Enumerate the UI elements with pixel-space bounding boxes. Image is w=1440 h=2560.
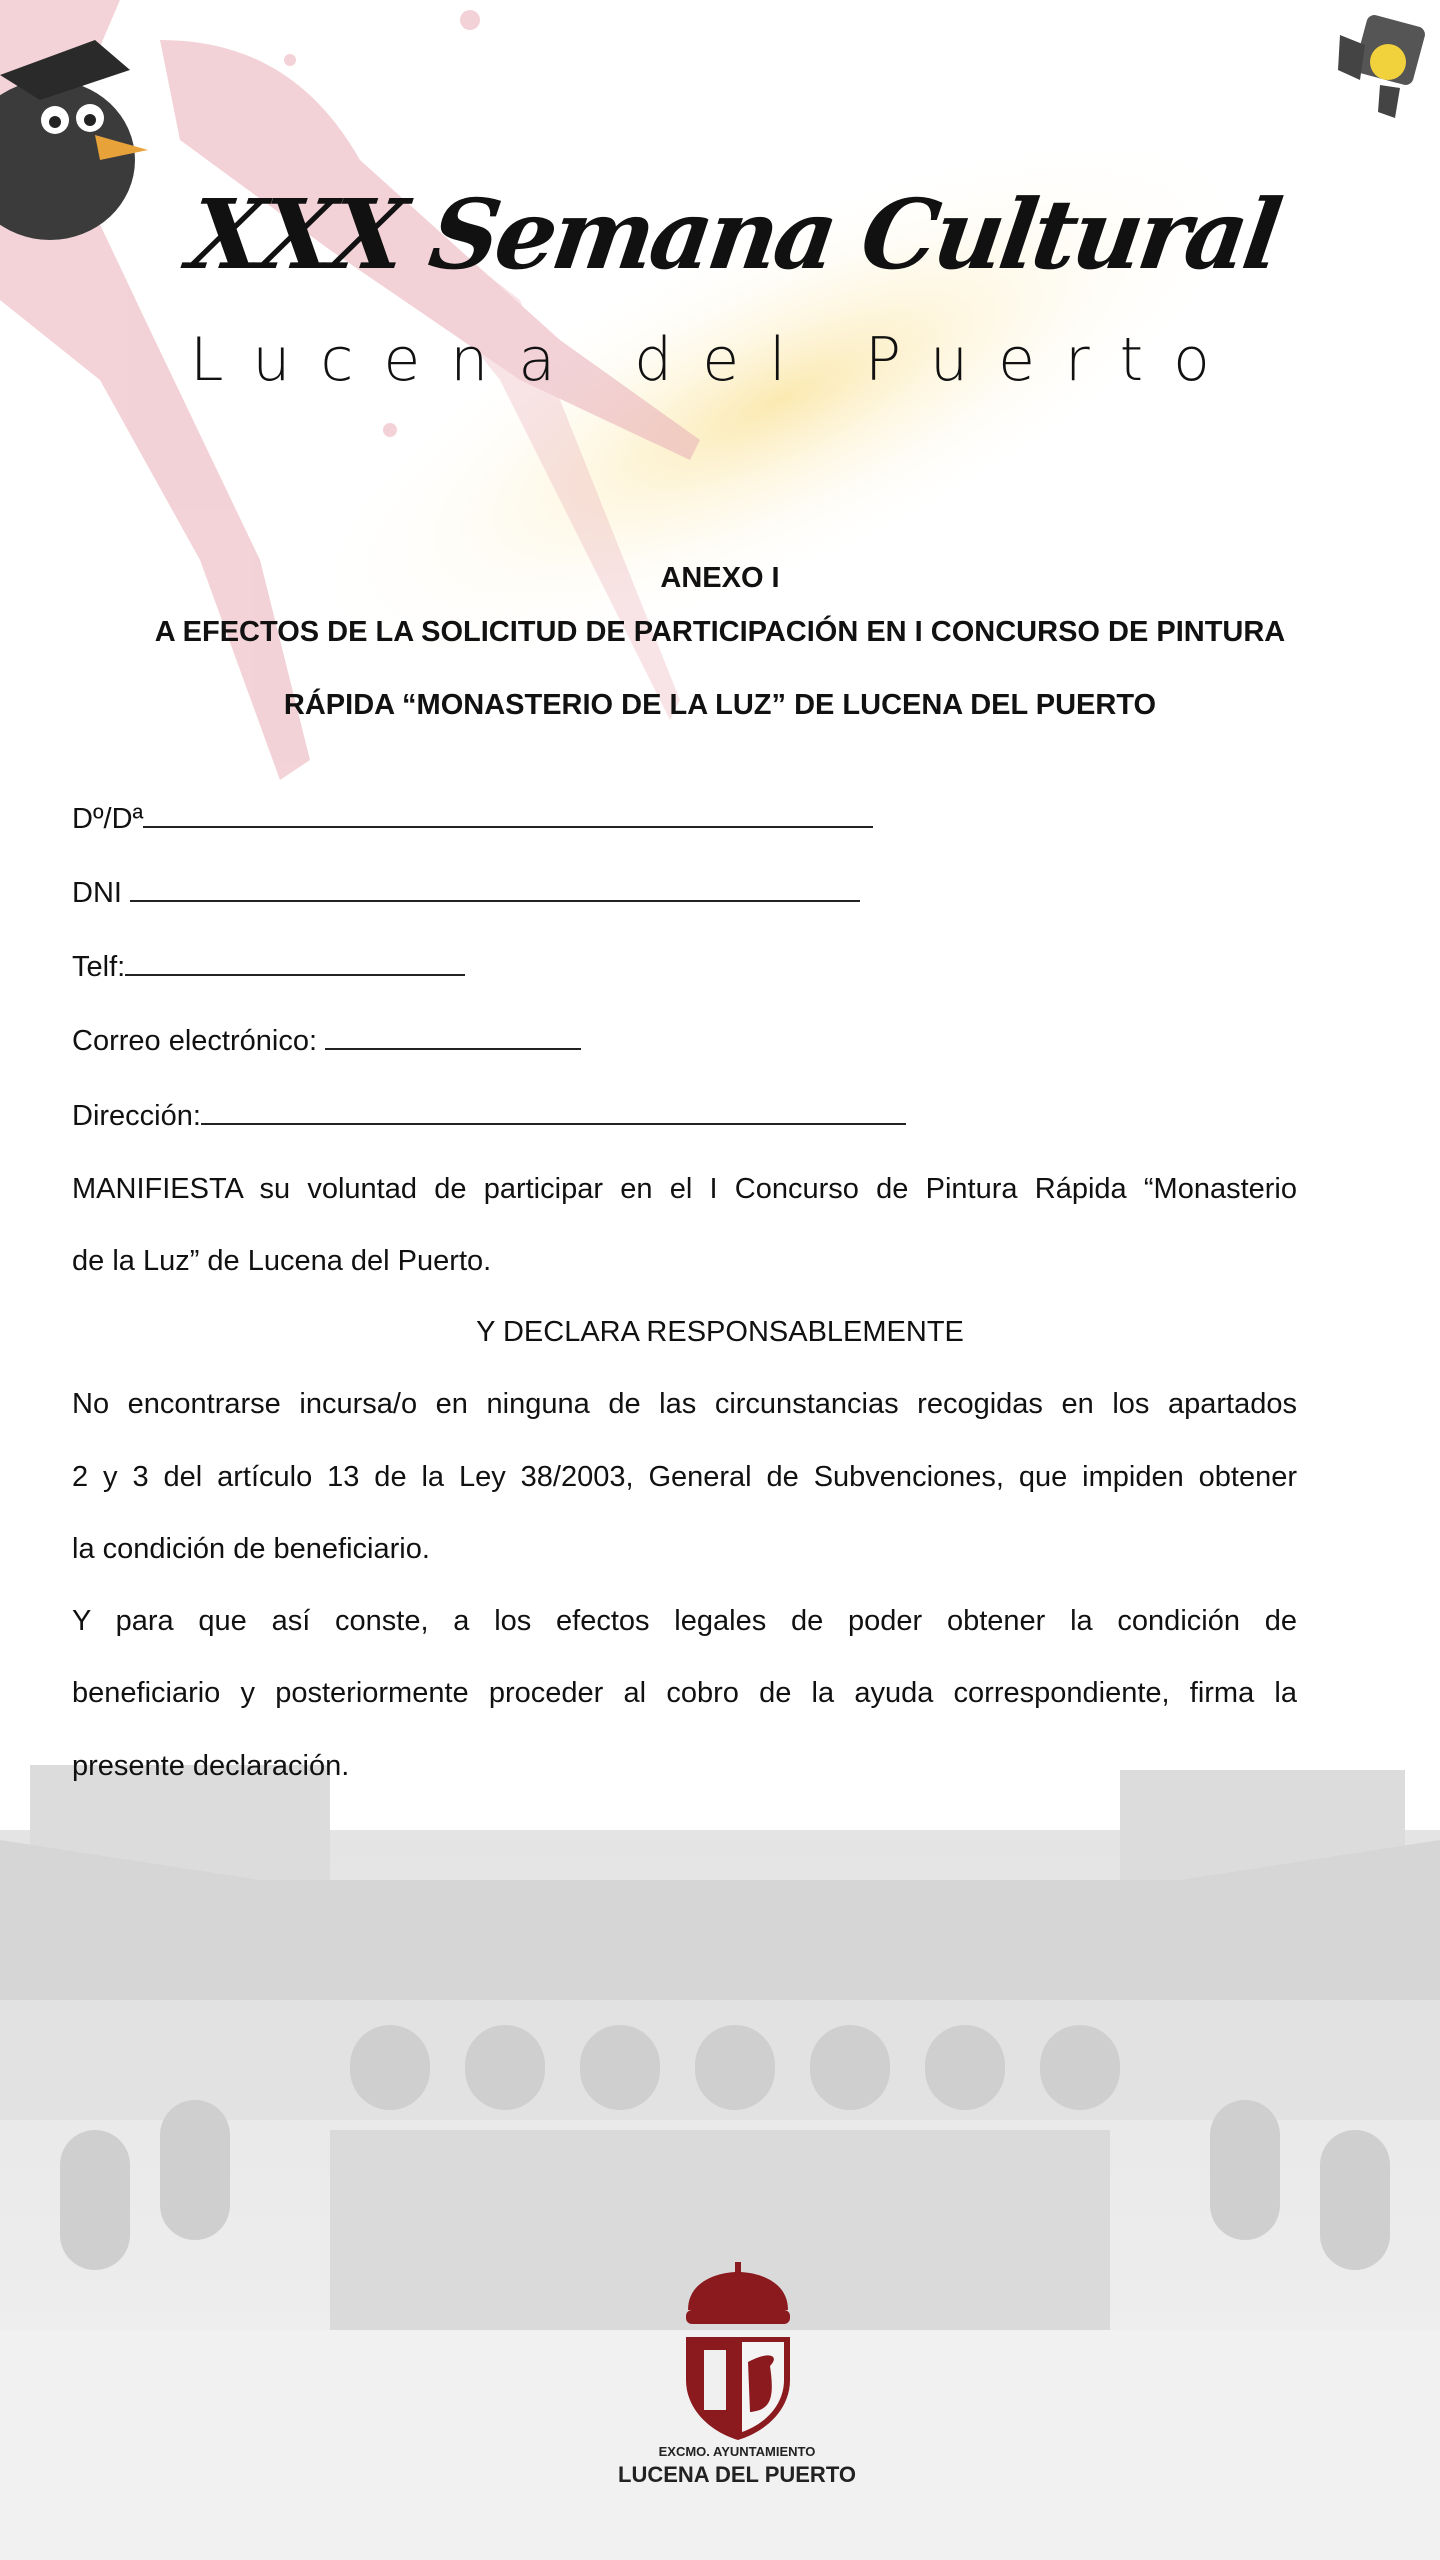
- paragraph1-line-2: 2 y 3 del artículo 13 de la Ley 38/2003, General de Subvenciones, que impiden obtener: [72, 1461, 1297, 1493]
- paragraph2-line-3: presente declaración.: [72, 1750, 350, 1782]
- field-dni: [72, 876, 860, 910]
- paragraph1-line-1: No encontrarse incursa/o en ninguna de las circunstancias recogidas en los apartados: [72, 1388, 1297, 1420]
- owl-mascot-icon: [0, 40, 148, 240]
- field-name-blank[interactable]: [143, 802, 873, 828]
- field-phone: [72, 950, 465, 984]
- field-email-label: Correo electrónico:: [72, 1025, 326, 1057]
- event-location: Lucena del Puerto: [190, 325, 1240, 395]
- paragraph2-line-1: Y para que así conste, a los efectos legales de poder obtener la condición de: [72, 1605, 1297, 1637]
- field-name: [72, 802, 873, 836]
- manifiesta-line-1: MANIFIESTA su voluntad de participar en el I Concurso de Pintura Rápida “Monasterio: [72, 1173, 1297, 1205]
- field-address-label: Dirección:: [72, 1100, 201, 1132]
- logo-caption-bottom: LUCENA DEL PUERTO: [618, 2462, 856, 2487]
- field-dni-label: DNI: [72, 877, 130, 909]
- paragraph1-line-3: la condición de beneficiario.: [72, 1533, 430, 1565]
- field-name-label: Dº/Dª: [72, 803, 144, 835]
- paragraph2-line-2: beneficiario y posteriormente proceder al cobro de la ayuda correspondiente, firma la: [72, 1677, 1297, 1709]
- heading-line-2: RÁPIDA “MONASTERIO DE LA LUZ” DE LUCENA DEL PUERTO: [283, 689, 1157, 721]
- logo-caption-top: EXCMO. AYUNTAMIENTO: [658, 2444, 816, 2459]
- event-title: XXX Semana Cultural: [182, 178, 1285, 291]
- spotlight-icon: [1338, 13, 1427, 118]
- field-phone-label: Telf:: [72, 951, 126, 983]
- field-phone-blank[interactable]: [125, 950, 465, 976]
- field-email: [72, 1024, 581, 1058]
- field-email-blank[interactable]: [325, 1024, 581, 1050]
- field-address: [72, 1099, 906, 1133]
- field-address-blank[interactable]: [201, 1099, 906, 1125]
- monastery-illustration: [0, 1765, 1440, 2560]
- declara-heading: Y DECLARA RESPONSABLEMENTE: [476, 1316, 964, 1348]
- municipal-crest-icon: [686, 2262, 790, 2440]
- heading-line-1: A EFECTOS DE LA SOLICITUD DE PARTICIPACIÓN EN I CONCURSO DE PINTURA: [154, 616, 1286, 648]
- field-dni-blank[interactable]: [130, 876, 860, 902]
- annex-title: ANEXO I: [660, 562, 780, 594]
- manifiesta-line-2: de la Luz” de Lucena del Puerto.: [72, 1245, 492, 1277]
